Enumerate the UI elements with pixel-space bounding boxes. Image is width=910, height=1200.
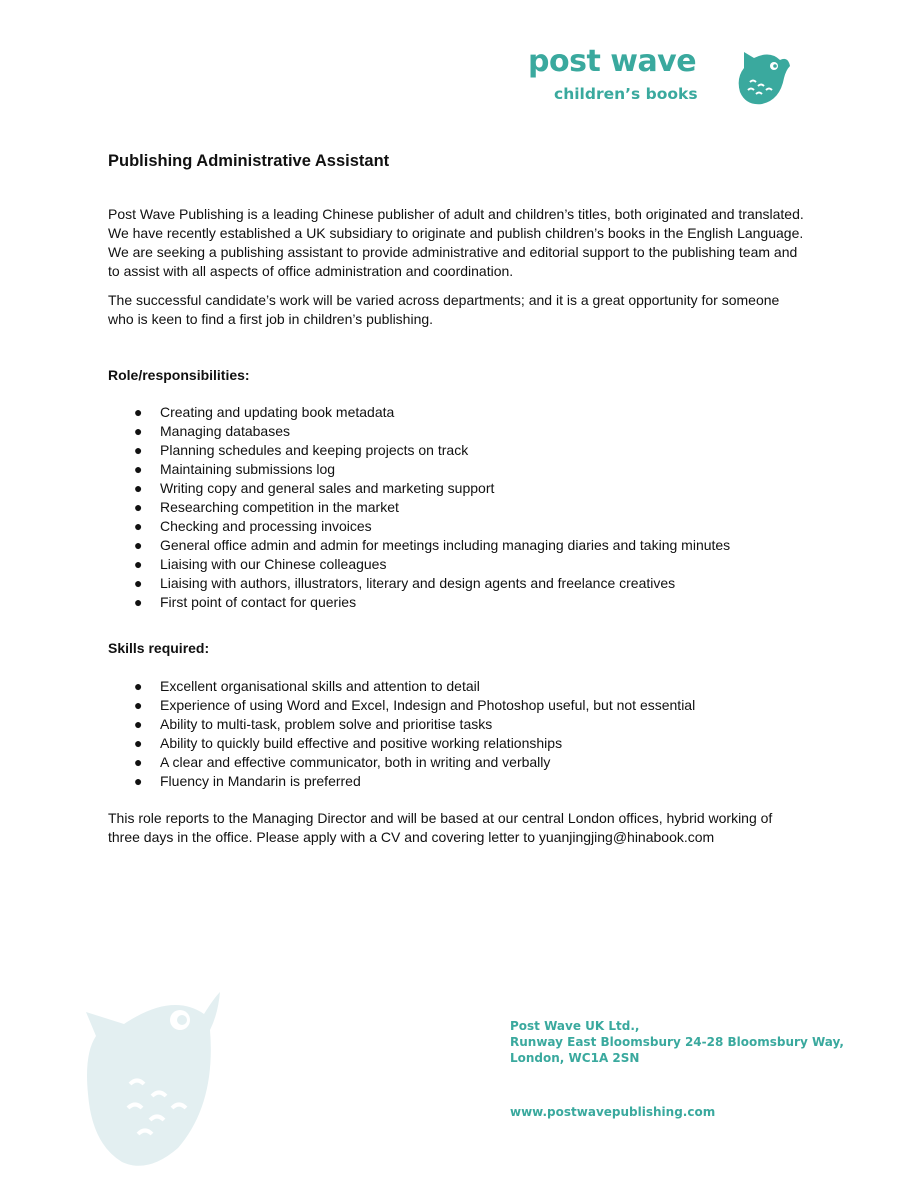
intro-paragraph: The successful candidate’s work will be varied across departments; and it is a great opportunity for someone who is keen to find a first job in children’s publishing. [108,292,780,327]
bullet-icon: ● [134,556,143,572]
list-item: ● Researching competition in the market [134,499,399,515]
list-item: ● Managing databases [134,423,290,439]
bullet-icon: ● [134,678,143,694]
list-item: ● Ability to multi-task, problem solve and prioritise tasks [134,716,493,732]
bullet-icon: ● [134,594,143,610]
address-line: Runway East Bloomsbury 24-28 Bloomsbury Way, [510,1035,844,1049]
list-item: ● Writing copy and general sales and marketing support [134,480,495,496]
list-item: ● Liaising with authors, illustrators, literary and design agents and freelance creatives [134,575,676,591]
bullet-icon: ● [134,697,143,713]
responsibilities-heading: Role/responsibilities: [108,367,250,383]
bullet-icon: ● [134,499,143,515]
skills-heading: Skills required: [108,640,210,656]
bullet-icon: ● [134,575,143,591]
bullet-icon: ● [134,773,143,789]
bullet-icon: ● [134,423,143,439]
list-item: ● Experience of using Word and Excel, Indesign and Photoshop useful, but not essential [134,697,696,713]
bullet-icon: ● [134,754,143,770]
bullet-icon: ● [134,461,143,477]
bird-icon [736,48,792,106]
address-line: Post Wave UK Ltd., [510,1019,640,1033]
list-item: ● Maintaining submissions log [134,461,336,477]
list-item: ● Creating and updating book metadata [134,404,395,420]
bullet-icon: ● [134,442,143,458]
document-title: Publishing Administrative Assistant [108,152,390,170]
list-item: ● Ability to quickly build effective and positive working relationships [134,735,563,751]
bullet-icon: ● [134,480,143,496]
responsibilities-list [108,403,730,612]
bullet-icon: ● [134,537,143,553]
website-link[interactable]: www.postwavepublishing.com [510,1105,716,1119]
closing-paragraph: This role reports to the Managing Director and will be based at our central London offices, hybrid working of three days in the office. Please apply with a CV and covering letter to yuanjingjing@hinabook.com [108,810,773,845]
list-item: ● A clear and effective communicator, both in writing and verbally [134,754,551,770]
bullet-icon: ● [134,518,143,534]
brand-name: post wave [528,44,697,79]
list-item: ● Liaising with our Chinese colleagues [134,556,387,572]
list-item: ● Fluency in Mandarin is preferred [134,773,361,789]
bullet-icon: ● [134,404,143,420]
bullet-icon: ● [134,735,143,751]
list-item: ● Excellent organisational skills and attention to detail [134,678,480,694]
list-item: ● Planning schedules and keeping projects on track [134,442,469,458]
bird-watermark-icon [82,984,222,1174]
brand-tagline: children’s books [554,85,698,103]
list-item: ● General office admin and admin for meetings including managing diaries and taking minutes [134,537,731,553]
bullet-icon: ● [134,716,143,732]
intro-paragraph: Post Wave Publishing is a leading Chinese publisher of adult and children’s titles, both originated and translated. We have recently established a UK subsidiary to originate and publish children’s books in the English Language. We are seeking a publishing assistant to provide administrative and editorial support to the publishing team and to assist with all aspects of office administration and coordination. [108,206,804,279]
header-logo [524,44,794,106]
skills-list [108,677,695,791]
list-item: ● First point of contact for queries [134,594,357,610]
address-line: London, WC1A 2SN [510,1051,640,1065]
list-item: ● Checking and processing invoices [134,518,372,534]
footer-address [510,1018,844,1066]
